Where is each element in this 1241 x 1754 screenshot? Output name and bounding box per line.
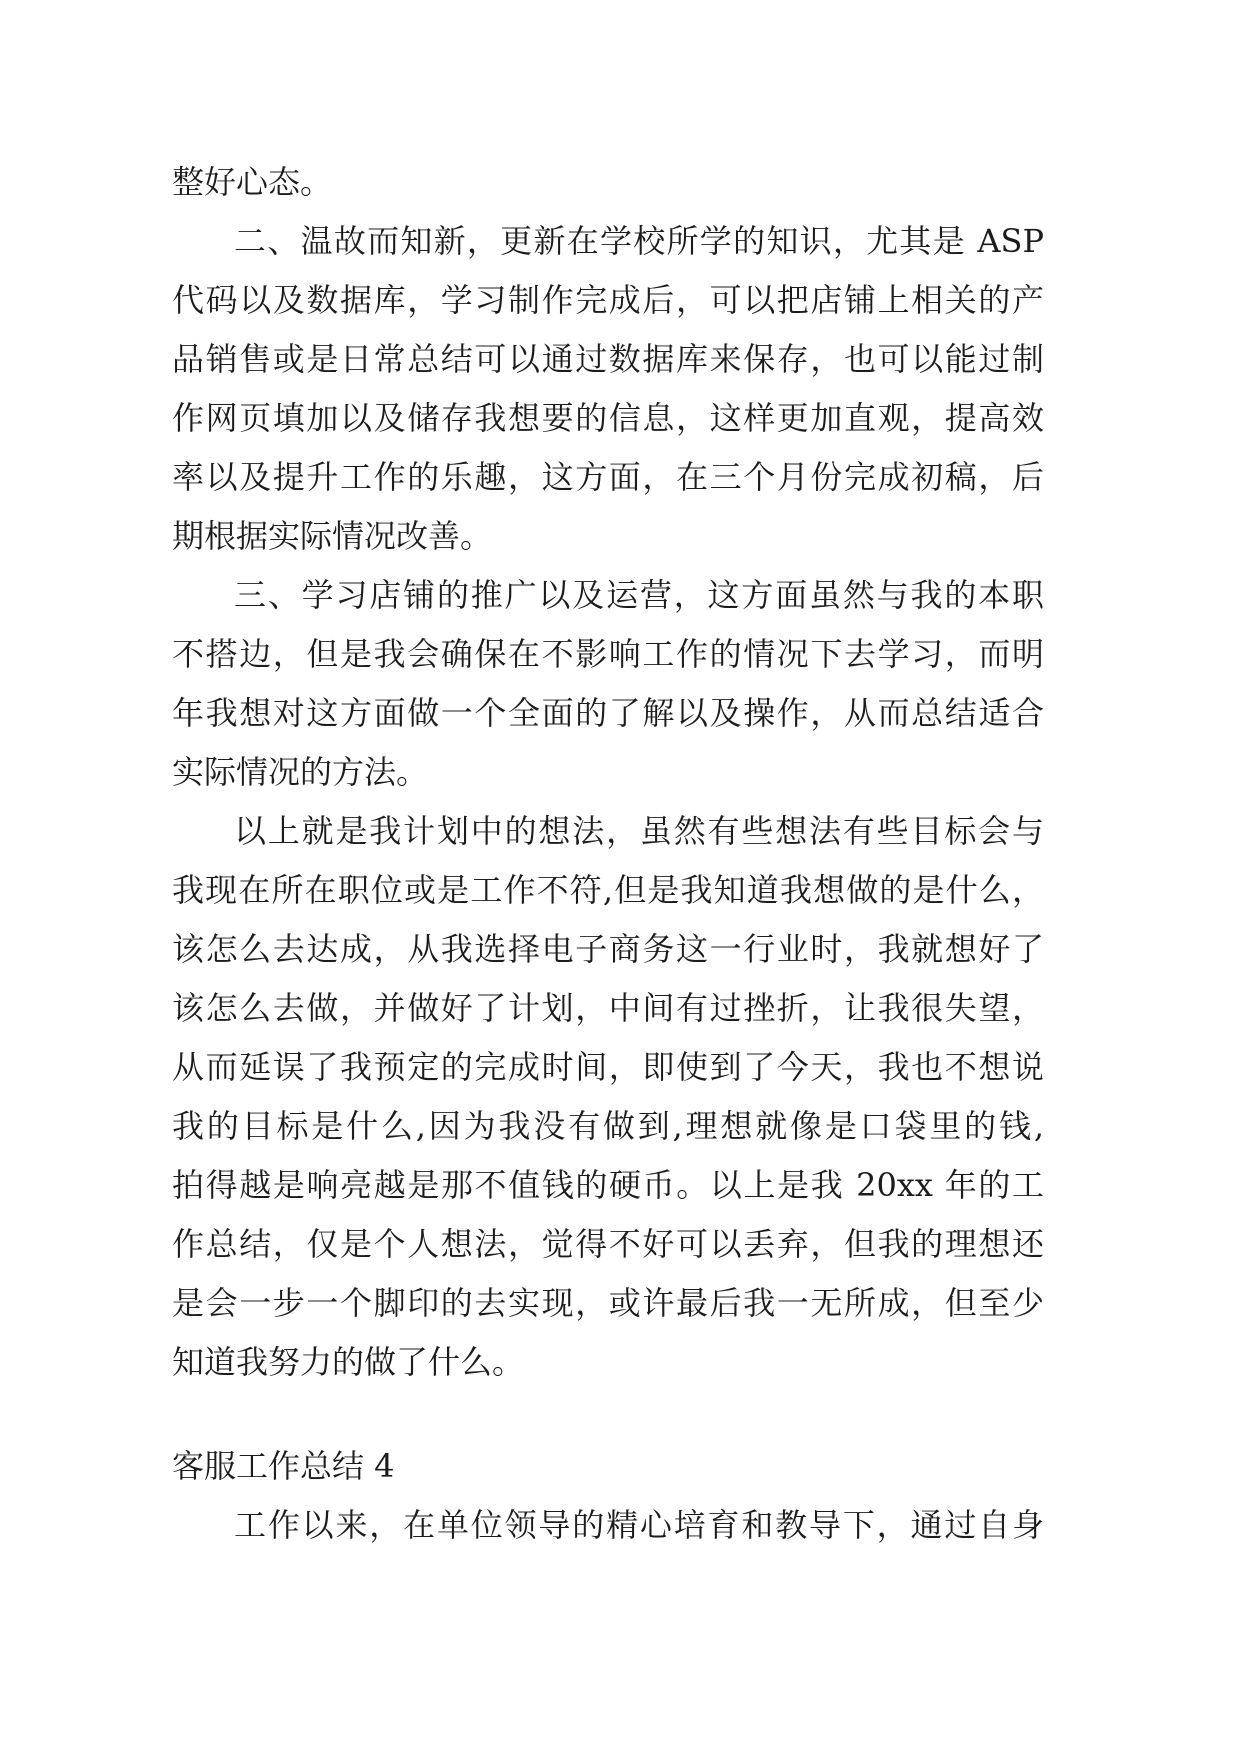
text-line: 年我想对这方面做一个全面的了解以及操作，从而总结适合 (172, 694, 1044, 732)
text-line: 知道我努力的做了什么。 (172, 1343, 525, 1381)
text-line: 三、学习店铺的推广以及运营，这方面虽然与我的本职 (234, 576, 1044, 614)
text-line: 我的目标是什么,因为我没有做到,理想就像是口袋里的钱, (172, 1107, 1044, 1145)
section-body (172, 153, 1044, 1392)
paragraph (172, 1496, 1044, 1555)
section-heading: 客服工作总结 4 (172, 1447, 395, 1485)
text-line: 该怎么去做，并做好了计划，中间有过挫折，让我很失望， (172, 989, 1044, 1027)
paragraph (172, 153, 1044, 212)
text-line: 我现在所在职位或是工作不符,但是我知道我想做的是什么， (172, 871, 1044, 909)
paragraph (172, 802, 1044, 1392)
text-line: 以上就是我计划中的想法，虽然有些想法有些目标会与 (234, 812, 1044, 850)
text-line: 拍得越是响亮越是那不值钱的硬币。以上是我 20xx 年的工 (172, 1166, 1044, 1204)
text-line: 是会一步一个脚印的去实现，或许最后我一无所成，但至少 (172, 1284, 1044, 1322)
text-line: 品销售或是日常总结可以通过数据库来保存，也可以能过制 (172, 340, 1044, 378)
text-line: 从而延误了我预定的完成时间，即使到了今天，我也不想说 (172, 1048, 1044, 1086)
text-line: 期根据实际情况改善。 (172, 517, 493, 555)
text-line: 整好心态。 (172, 163, 333, 201)
text-line: 工作以来，在单位领导的精心培育和教导下，通过自身 (234, 1506, 1044, 1544)
text-line: 实际情况的方法。 (172, 753, 429, 791)
text-line: 不搭边，但是我会确保在不影响工作的情况下去学习，而明 (172, 635, 1044, 673)
paragraph (172, 212, 1044, 566)
text-line: 作总结，仅是个人想法，觉得不好可以丢弃，但我的理想还 (172, 1225, 1044, 1263)
text-line: 代码以及数据库，学习制作完成后，可以把店铺上相关的产 (172, 281, 1044, 319)
section-body (172, 1437, 1044, 1555)
text-line: 率以及提升工作的乐趣，这方面，在三个月份完成初稿，后 (172, 458, 1044, 496)
text-line: 该怎么去达成，从我选择电子商务这一行业时，我就想好了 (172, 930, 1044, 968)
text-line: 作网页填加以及储存我想要的信息，这样更加直观，提高效 (172, 399, 1044, 437)
paragraph (172, 566, 1044, 802)
text-line: 二、温故而知新，更新在学校所学的知识，尤其是 ASP (234, 222, 1044, 260)
